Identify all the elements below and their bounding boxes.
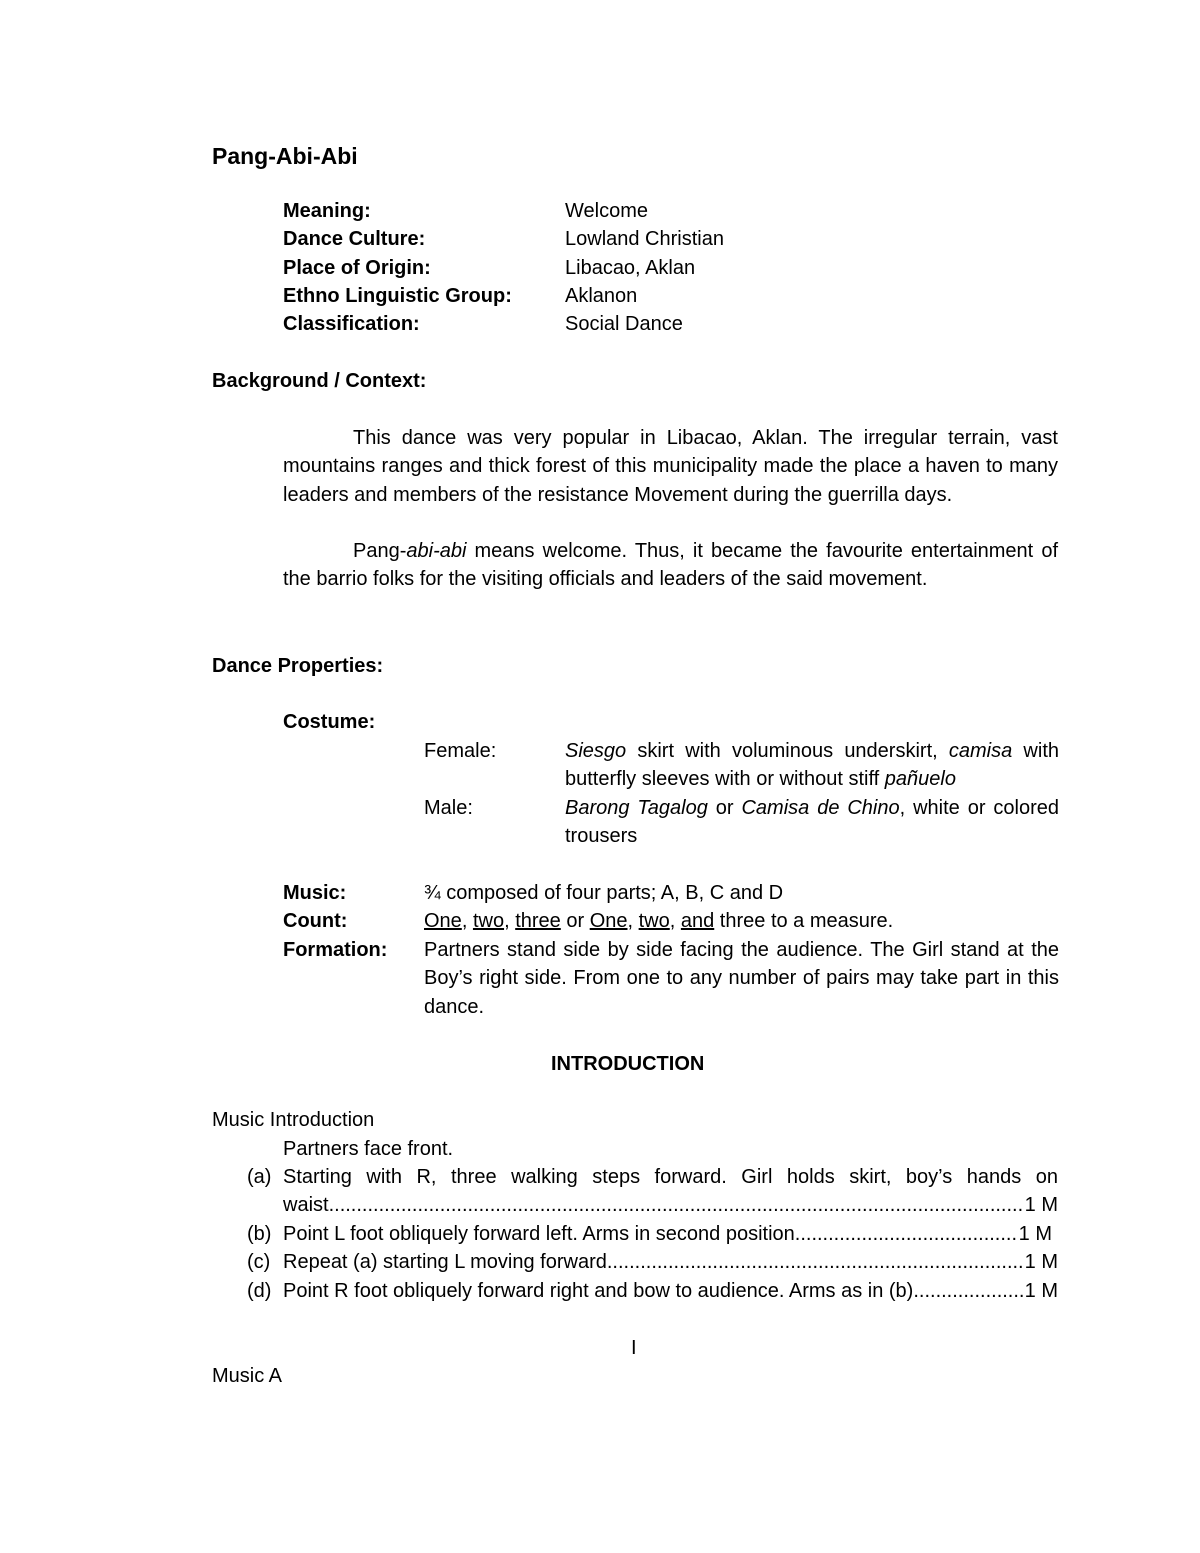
step-text: Point R foot obliquely forward right and bow to audience. Arms as in (b) ..... 1 M: [283, 1277, 1058, 1305]
background-paragraph-1: This dance was very popular in Libacao, Aklan. The irregular terrain, vast mountains ranges and thick forest of this municipality made the place a haven to many leaders and members of the resistance Movement during the guerrilla days.: [283, 427, 1058, 506]
place-of-origin-label: Place of Origin:: [283, 257, 431, 279]
introduction-heading: INTRODUCTION: [551, 1053, 705, 1075]
costume-label: Costume:: [283, 711, 376, 733]
step-text: Starting with R, three walking steps forward. Girl holds skirt, boy’s hands on: [283, 1166, 1058, 1188]
step-text: Point L foot obliquely forward left. Arms in second position. ..... 1 M: [283, 1220, 1052, 1248]
step-text: Repeat (a) starting L moving forward ..... 1 M: [283, 1248, 1058, 1276]
music-a-label: Music A: [212, 1365, 283, 1387]
step-continuation: waist ..... 1 M: [283, 1191, 1058, 1219]
dance-properties-heading: Dance Properties:: [212, 655, 384, 677]
music-introduction-label: Music Introduction: [212, 1109, 375, 1131]
step-marker: (a): [247, 1166, 272, 1188]
male-costume: Barong Tagalog or Camisa de Chino, white or colored trousers: [565, 797, 1059, 848]
classification-label: Classification:: [283, 313, 420, 335]
section-marker: I: [631, 1337, 637, 1359]
meaning-label: Meaning:: [283, 200, 371, 222]
music-label: Music:: [283, 882, 347, 904]
background-paragraph-2: Pang-abi-abi means welcome. Thus, it became the favourite entertainment of the barrio folks for the visiting officials and leaders of the said movement.: [283, 540, 1058, 591]
step-marker: (b): [247, 1223, 272, 1245]
formation-value: Partners stand side by side facing the audience. The Girl stand at the Boy’s right side. From one to any number of pairs may take part in this dance.: [424, 939, 1059, 1018]
step-marker: (d): [247, 1280, 272, 1302]
step-marker: (c): [247, 1251, 271, 1273]
dance-culture-value: Lowland Christian: [565, 228, 724, 250]
background-heading: Background / Context:: [212, 370, 427, 392]
ethno-group-value: Aklanon: [565, 285, 638, 307]
count-value: One, two, three or One, two, and three to a measure.: [424, 910, 894, 932]
page-title: Pang-Abi-Abi: [212, 143, 358, 169]
count-label: Count:: [283, 910, 348, 932]
dance-culture-label: Dance Culture:: [283, 228, 426, 250]
meaning-value: Welcome: [565, 200, 648, 222]
classification-value: Social Dance: [565, 313, 683, 335]
partners-face-front: Partners face front.: [283, 1138, 454, 1160]
female-label: Female:: [424, 740, 497, 762]
formation-label: Formation:: [283, 939, 388, 961]
music-value: ¾ composed of four parts; A, B, C and D: [424, 882, 784, 904]
ethno-group-label: Ethno Linguistic Group:: [283, 285, 512, 307]
female-costume: Siesgo skirt with voluminous underskirt, camisa with butterfly sleeves with or without stiff pañuelo: [565, 740, 1059, 791]
place-of-origin-value: Libacao, Aklan: [565, 257, 696, 279]
male-label: Male:: [424, 797, 473, 819]
